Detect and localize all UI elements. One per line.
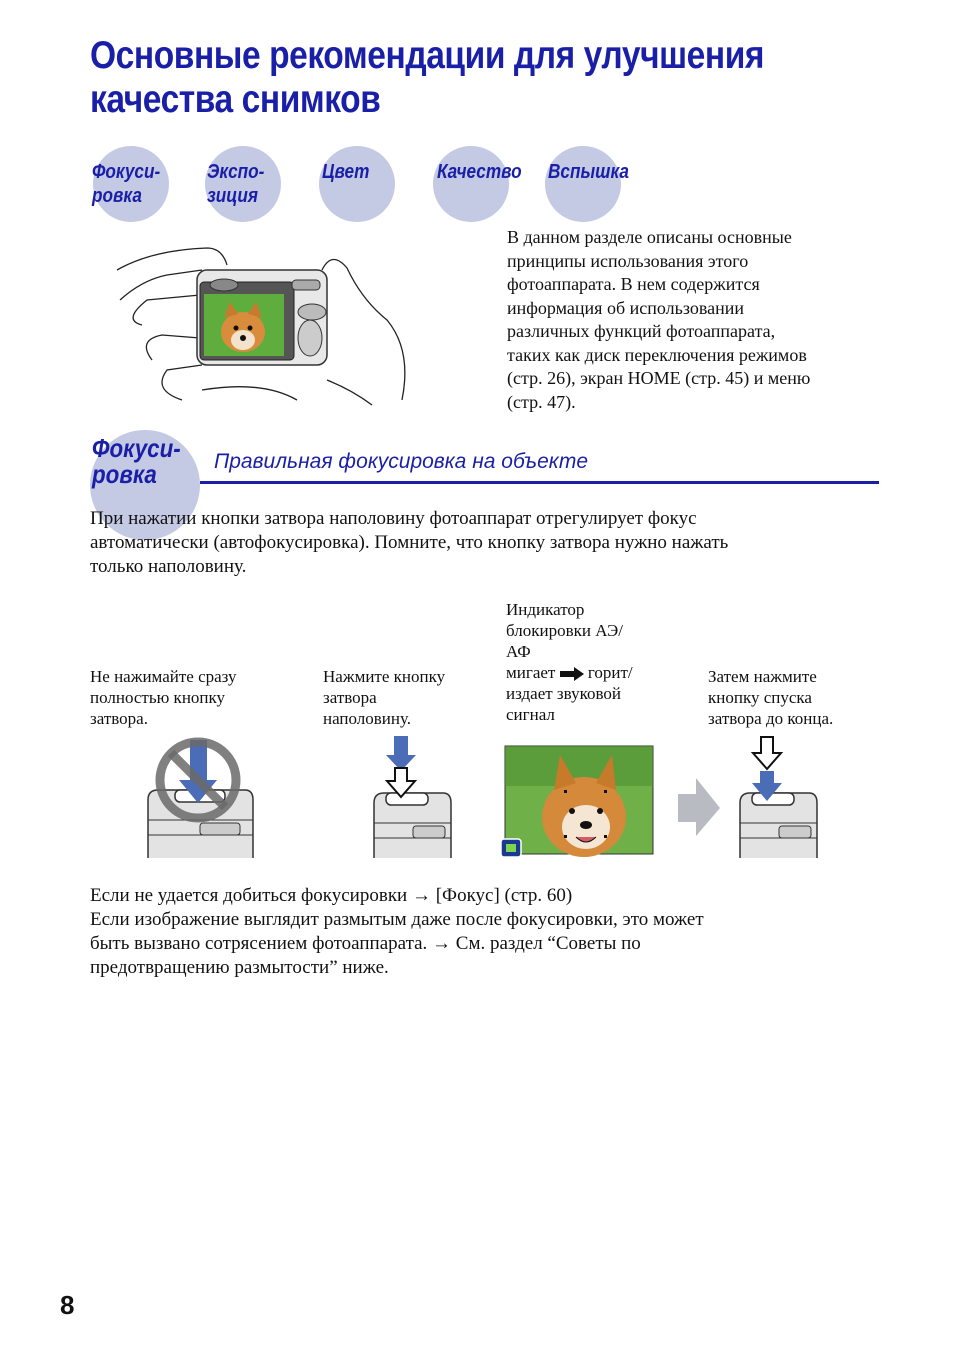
- tab-quality-line-1: Качество: [437, 161, 522, 183]
- camera-top-icon: [374, 793, 451, 858]
- tab-focus[interactable]: [92, 160, 160, 208]
- tab-quality[interactable]: [437, 160, 522, 184]
- step-1-illustration: [145, 735, 255, 860]
- step-4-line: затвора до конца.: [708, 709, 834, 728]
- section-tab-line-2: ровка: [92, 459, 157, 489]
- note-link-focus[interactable]: [Фокус] (стр. 60): [435, 885, 573, 906]
- tab-color[interactable]: [322, 160, 369, 184]
- ae-af-lock-indicator-icon: [500, 838, 522, 858]
- tab-exposure-line-1: Экспо-: [207, 161, 265, 183]
- focused-photo: [504, 745, 654, 857]
- step-4-caption: [708, 666, 888, 729]
- note-line-4: предотвращению размытости” ниже.: [90, 957, 389, 978]
- note-line-1-prefix: Если не удается добиться фокусировки: [90, 885, 408, 906]
- tab-flash-line-1: Вспышка: [548, 161, 629, 183]
- step-1-line: полностью кнопку: [90, 688, 226, 707]
- paragraph-line: автоматически (автофокусировка). Помните, что кнопку затвора нужно нажать: [90, 532, 729, 553]
- step-3-caption: [506, 599, 686, 725]
- paragraph-line: только наполовину.: [90, 556, 247, 577]
- tab-flash-circle: [545, 146, 621, 222]
- step-4-illustration: [737, 735, 822, 860]
- intro-line: принципы использования этого: [507, 250, 749, 271]
- tab-exposure-line-2: зиция: [207, 185, 259, 207]
- indicator-blink-text: мигает: [506, 663, 556, 682]
- page-number: 8: [60, 1290, 75, 1320]
- page-title-line-1: Основные рекомендации для улучшения: [90, 34, 765, 77]
- step-2-line: затвора: [323, 688, 377, 707]
- tab-exposure[interactable]: [207, 160, 264, 208]
- indicator-line: сигнал: [506, 705, 555, 724]
- right-arrow-icon: [560, 667, 584, 681]
- section-tab-line-1: Фокуси-: [92, 433, 181, 463]
- indicator-line: издает звуковой: [506, 684, 621, 703]
- note-line-2: Если изображение выглядит размытым даже после фокусировки, это может: [90, 909, 704, 930]
- tab-focus-line-1: Фокуси-: [92, 161, 161, 183]
- press-down-arrow-icon: [386, 736, 416, 771]
- intro-line: В данном разделе описаны основные: [507, 227, 792, 247]
- intro-line: таких как диск переключения режимов: [507, 344, 807, 365]
- section-paragraph: [90, 507, 890, 579]
- step-2-line: наполовину.: [323, 709, 412, 728]
- arrow-icon: →: [432, 933, 452, 954]
- step-4-line: Затем нажмите: [708, 667, 817, 686]
- next-step-arrow-icon: [678, 778, 722, 838]
- section-heading: Правильная фокусировка на объекте: [214, 450, 589, 473]
- tab-color-circle: [319, 146, 395, 222]
- tab-focus-line-2: ровка: [92, 185, 142, 207]
- intro-line: фотоаппарата. В нем содержится: [507, 274, 760, 294]
- camera-hands-illustration: [112, 240, 412, 410]
- step-1-line: затвора.: [90, 709, 148, 728]
- paragraph-line: При нажатии кнопки затвора наполовину фотоаппарат отрегулирует фокус: [90, 508, 697, 529]
- intro-paragraph: [507, 226, 877, 414]
- half-press-arrow-icon: [753, 737, 781, 769]
- intro-line: (стр. 26), экран HOME (стр. 45) и меню: [507, 368, 811, 388]
- page-title-line-2: качества снимков: [90, 78, 381, 121]
- page-title: [90, 34, 778, 122]
- indicator-status-line: [506, 662, 686, 683]
- tab-quality-circle: [433, 146, 509, 222]
- arrow-icon: →: [411, 885, 431, 906]
- intro-line: информация об использовании: [507, 297, 744, 318]
- tab-flash[interactable]: [548, 160, 629, 184]
- step-1-line: Не нажимайте сразу: [90, 667, 237, 686]
- step-2-illustration: [371, 735, 456, 860]
- note-link-tips[interactable]: См. раздел “Советы по: [455, 933, 641, 954]
- note-line-1: [90, 884, 890, 908]
- intro-line: различных функций фотоаппарата,: [507, 321, 776, 341]
- tab-color-line-1: Цвет: [322, 161, 370, 183]
- section-tab: [92, 435, 181, 487]
- camera-top-icon: [740, 793, 817, 858]
- step-2-line: Нажмите кнопку: [323, 667, 446, 686]
- camera-body: [197, 270, 327, 365]
- step-4-line: кнопку спуска: [708, 688, 812, 707]
- intro-line: (стр. 47).: [507, 391, 576, 412]
- indicator-line: Индикатор: [506, 600, 585, 619]
- step-1-caption: [90, 666, 290, 729]
- note-line-3: [90, 932, 890, 956]
- section-divider: [200, 481, 879, 484]
- note-line-3-prefix: быть вызвано сотрясением фотоаппарата.: [90, 933, 428, 954]
- indicator-line: АФ: [506, 642, 531, 661]
- indicator-line: блокировки АЭ/: [506, 621, 623, 640]
- notes-block: [90, 884, 890, 980]
- indicator-lit-text: горит/: [587, 663, 633, 682]
- step-2-caption: [323, 666, 493, 729]
